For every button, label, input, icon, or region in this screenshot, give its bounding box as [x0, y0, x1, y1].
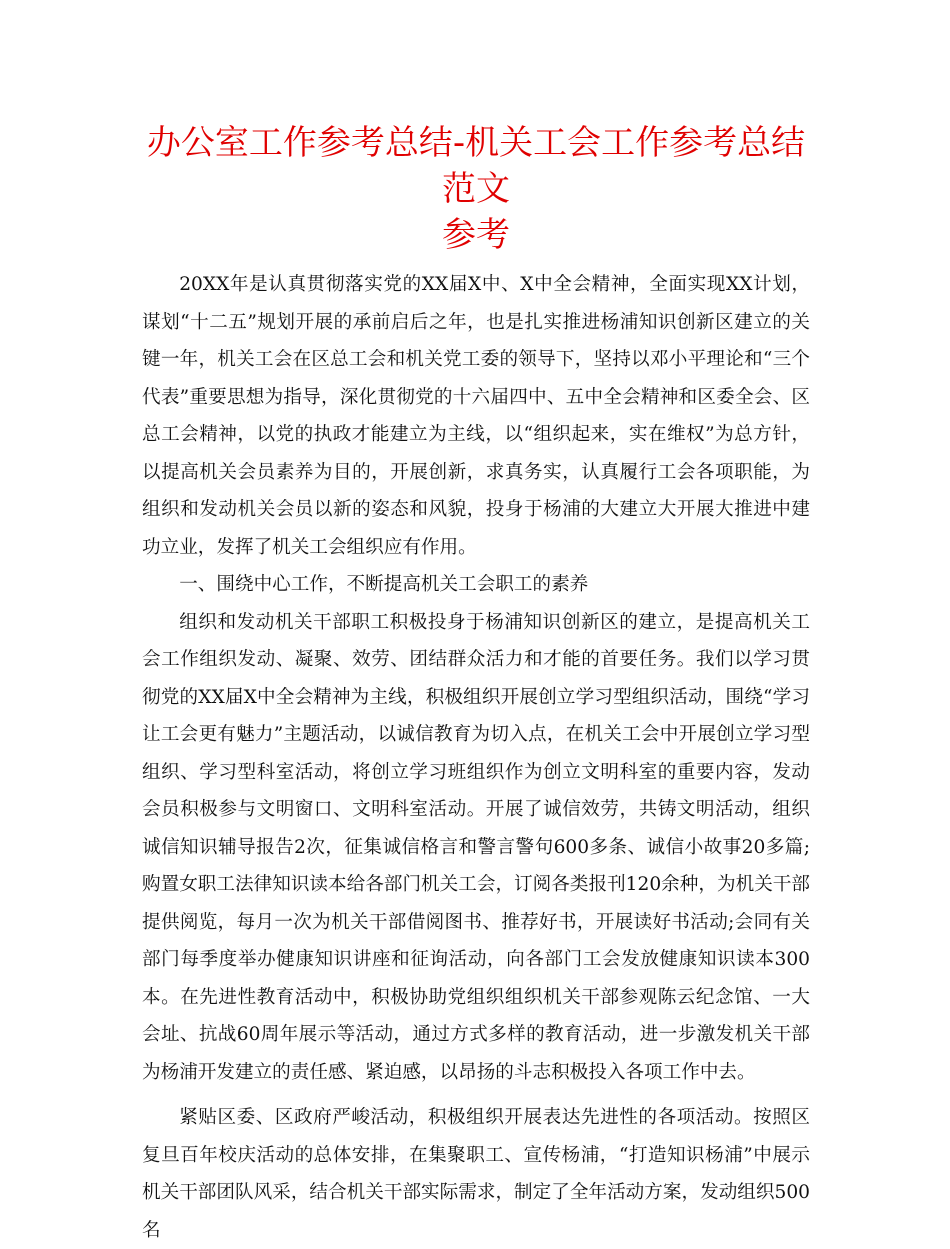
document-body	[142, 266, 810, 1249]
document-title	[142, 120, 810, 258]
title-line-1: 办公室工作参考总结-机关工会工作参考总结范文	[146, 123, 806, 209]
paragraph-section-2: 紧贴区委、区政府严峻活动，积极组织开展表达先进性的各项活动。按照区复旦百年校庆活动的总体安排，在集聚职工、宣传杨浦，“打造知识杨浦”中展示机关干部团队风采，结合机关干部实际需求，制定了全年活动方案，发动组织500名	[142, 1107, 810, 1241]
title-line-2: 参考	[442, 215, 510, 255]
section-heading: 一、围绕中心工作，不断提高机关工会职工的素养	[179, 574, 589, 595]
paragraph-section-1: 组织和发动机关干部职工积极投身于杨浦知识创新区的建立，是提高机关工会工作组织发动、凝聚、效劳、团结群众活力和才能的首要任务。我们以学习贯彻党的XX届X中全会精神为主线，积极组织开展创立学习型组织活动，围绕“学习让工会更有魅力”主题活动，以诚信教育为切入点，在机关工会中开展创立学习型组织、学习型科室活动，将创立学习班组织作为创立文明科室的重要内容，发动会员积极参与文明窗口、文明科室活动。开展了诚信效劳，共铸文明活动，组织诚信知识辅导报告2次，征集诚信格言和警言警句600多条、诚信小故事20多篇;购置女职工法律知识读本给各部门机关工会，订阅各类报刊120余种，为机关干部提供阅览，每月一次为机关干部借阅图书、推荐好书，开展读好书活动;会同有关部门每季度举办健康知识讲座和征询活动，向各部门工会发放健康知识读本300本。在先进性教育活动中，积极协助党组织组织机关干部参观陈云纪念馆、一大会址、抗战60周年展示等活动，通过方式多样的教育活动，进一步激发机关干部为杨浦开发建立的责任感、紧迫感，以昂扬的斗志积极投入各项工作中去。	[142, 611, 810, 1083]
paragraph-intro: 20XX年是认真贯彻落实党的XX届X中、X中全会精神，全面实现XX计划，谋划“十二五”规划开展的承前启后之年，也是扎实推进杨浦知识创新区建立的关键一年，机关工会在区总工会和机关党工委的领导下，坚持以邓小平理论和“三个代表”重要思想为指导，深化贯彻党的十六届四中、五中全会精神和区委全会、区总工会精神，以党的执政才能建立为主线，以“组织起来，实在维权”为总方针，以提高机关会员素养为目的，开展创新，求真务实，认真履行工会各项职能，为组织和发动机关会员以新的姿态和风貌，投身于杨浦的大建立大开展大推进中建功立业，发挥了机关工会组织应有作用。	[142, 274, 810, 558]
